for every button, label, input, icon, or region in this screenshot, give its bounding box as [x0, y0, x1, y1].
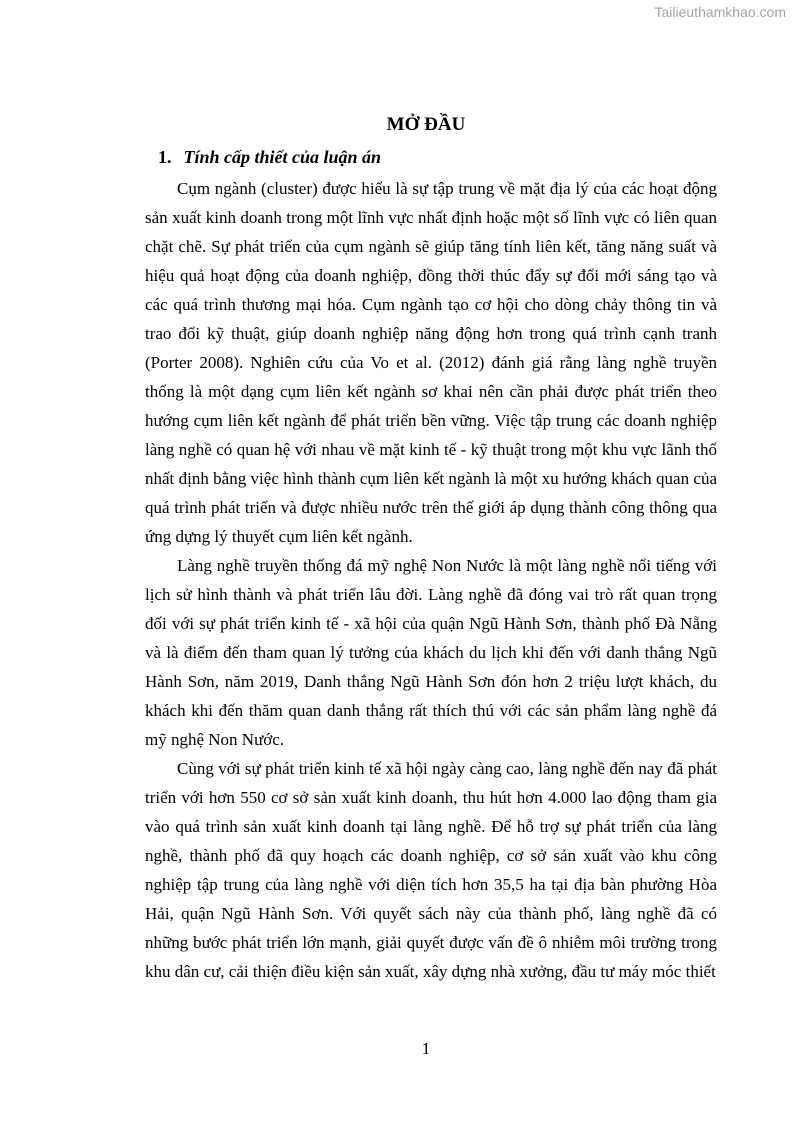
paragraph: Cụm ngành (cluster) được hiểu là sự tập trung về mặt địa lý của các hoạt động sản xuất kinh doanh trong một lĩnh vực nhất định hoặc một số lĩnh vực có liên quan chặt chẽ. Sự phát triển của cụm ngành sẽ giúp tăng tính liên kết, tăng năng suất và hiệu quả hoạt động của doanh nghiệp, đồng thời thúc đẩy sự đổi mới sáng tạo và các quá trình thương mại hóa. Cụm ngành tạo cơ hội cho dòng chảy thông tin và trao đổi kỹ thuật, giúp doanh nghiệp năng động hơn trong quá trình cạnh tranh (Porter 2008). Nghiên cứu của Vo et al. (2012) đánh giá rằng làng nghề truyền thống là một dạng cụm liên kết ngành sơ khai nên cần phải được phát triển theo hướng cụm liên kết ngành để phát triển bền vững. Việc tập trung các doanh nghiệp làng nghề có quan hệ với nhau về mặt kinh tế - kỹ thuật trong một khu vực lãnh thổ nhất định bằng việc hình thành cụm liên kết ngành là một xu hướng khách quan của quá trình phát triển và được nhiều nước trên thế giới áp dụng thành công thông qua ứng dựng lý thuyết cụm liên kết ngành.: [145, 179, 717, 546]
section-heading-text: Tính cấp thiết của luận án: [183, 147, 382, 167]
body-text: [145, 174, 717, 986]
watermark: Tailieuthamkhao.com: [654, 4, 786, 20]
paragraph: Làng nghề truyền thống đá mỹ nghệ Non Nước là một làng nghề nổi tiếng với lịch sử hình thành và phát triển lâu đời. Làng nghề đã đóng vai trò rất quan trọng đối với sự phát triển kinh tế - xã hội của quận Ngũ Hành Sơn, thành phố Đà Nẵng và là điểm đến tham quan lý tưởng của khách du lịch khi đến với danh thắng Ngũ Hành Sơn, năm 2019, Danh thắng Ngũ Hành Sơn đón hơn 2 triệu lượt khách, du khách khi đến thăm quan danh thắng rất thích thú với các sản phẩm làng nghề đá mỹ nghệ Non Nước.: [145, 556, 717, 749]
page-title: MỞ ĐẦU: [386, 114, 466, 135]
section-number: 1.: [158, 147, 172, 167]
section-heading: [158, 147, 381, 168]
paragraph: Cùng với sự phát triển kinh tế xã hội ngày càng cao, làng nghề đến nay đã phát triển với hơn 550 cơ sở sản xuất kinh doanh, thu hút hơn 4.000 lao động tham gia vào quá trình sản xuất kinh doanh tại làng nghề. Để hỗ trợ sự phát triển của làng nghề, thành phố đã quy hoạch các doanh nghiệp, cơ sở sản xuất vào khu công nghiệp tập trung của làng nghề với diện tích hơn 35,5 ha tại địa bàn phường Hòa Hải, quận Ngũ Hành Sơn. Với quyết sách này của thành phố, làng nghề đã có những bước phát triển lớn mạnh, giải quyết được vấn đề ô nhiễm môi trường trong khu dân cư, cải thiện điều kiện sản xuất, xây dựng nhà xưởng, đầu tư máy móc thiết: [145, 759, 717, 981]
page-number: 1: [421, 1039, 431, 1058]
